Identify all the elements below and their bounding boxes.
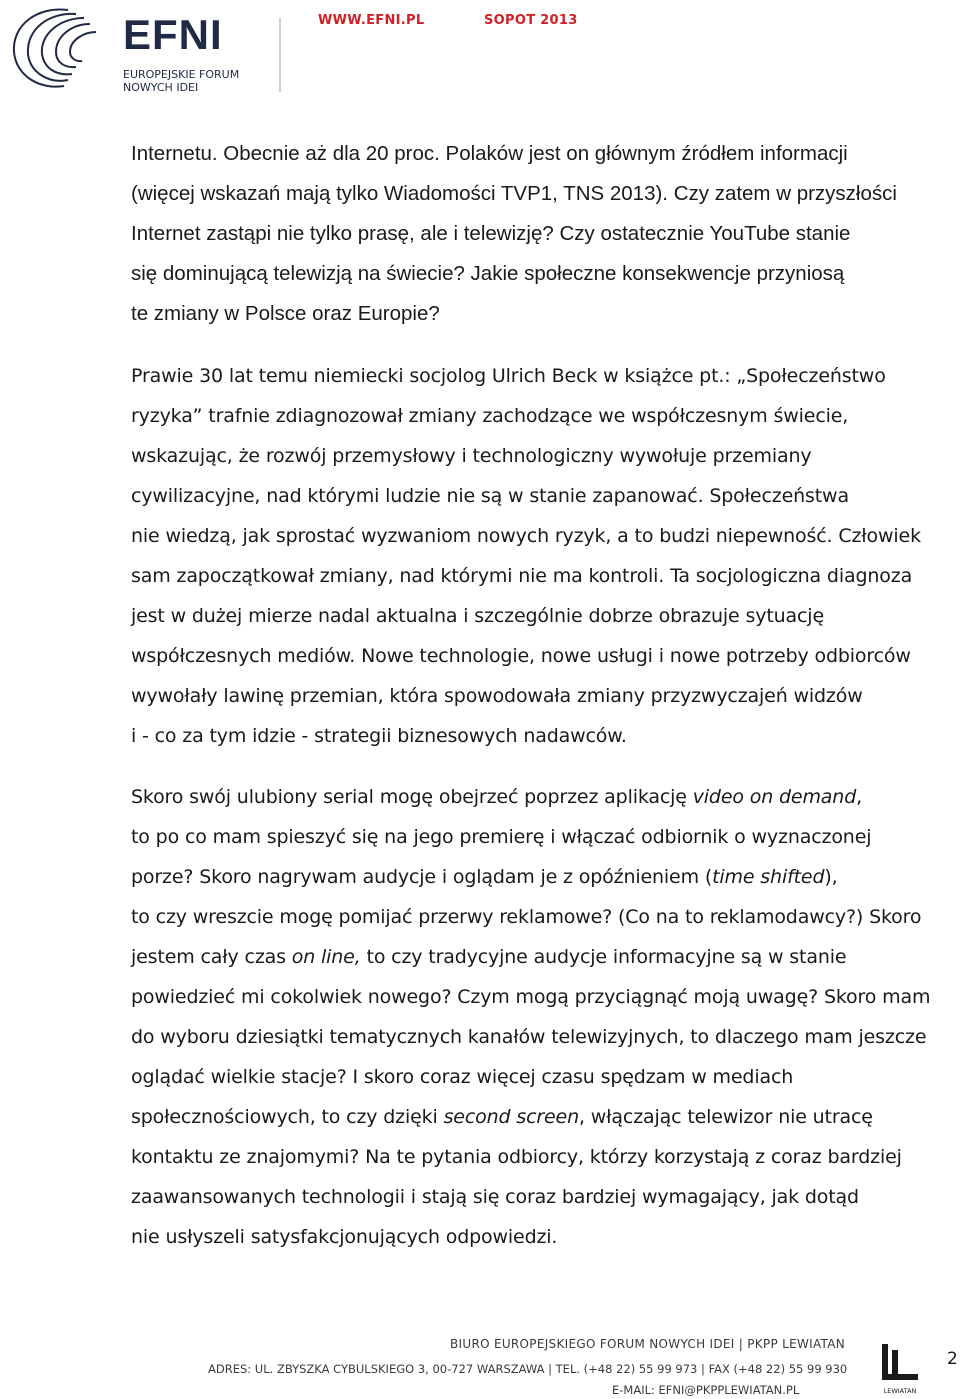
text-line: to czy wreszcie mogę pomijać przerwy reklamowe? (Co na to reklamodawcy?) Skoro <box>131 906 922 928</box>
text-run: ), <box>824 866 838 888</box>
text-line: do wyboru dziesiątki tematycznych kanałów telewizyjnych, to dlaczego mam jeszcze <box>131 1026 927 1048</box>
brand-name: EFNI <box>123 11 223 58</box>
text-line: cywilizacyjne, nad którymi ludzie nie są w stanie zapanować. Społeczeństwa <box>131 485 849 507</box>
text-line: nie wiedzą, jak sprostać wyzwaniom nowych ryzyk, a to budzi niepewność. Człowiek <box>131 525 921 547</box>
page-number: 2 <box>947 1349 958 1369</box>
text-run: , <box>856 786 862 808</box>
text-run: , włączając telewizor nie utracę <box>579 1106 873 1128</box>
lewiatan-logo-text: LEWIATAN <box>883 1387 917 1395</box>
italic-run: on line, <box>291 946 361 968</box>
paragraph-3 <box>131 777 960 1257</box>
paragraph-2 <box>131 356 960 756</box>
text-line <box>131 777 960 817</box>
header-url: WWW.EFNI.PL <box>318 13 425 28</box>
footer-email: E-MAIL: EFNI@PKPPLEWIATAN.PL <box>612 1383 800 1397</box>
text-line: wskazując, że rozwój przemysłowy i technologiczny wywołuje przemiany <box>131 445 812 467</box>
text-line: kontaktu ze znajomymi? Na te pytania odbiorcy, którzy korzystają z coraz bardziej <box>131 1146 902 1168</box>
text-line: Internet zastąpi nie tylko prasę, ale i telewizję? Czy ostatecznie YouTube stanie <box>131 222 851 245</box>
text-line: ryzyka” trafnie zdiagnozował zmiany zachodzące we współczesnym świecie, <box>131 405 849 427</box>
lewiatan-logo-icon <box>878 1340 922 1396</box>
text-line: nie usłyszeli satysfakcjonujących odpowiedzi. <box>131 1226 558 1248</box>
text-run: to czy tradycyjne audycje informacyjne są w stanie <box>360 946 847 968</box>
text-line: (więcej wskazań mają tylko Wiadomości TVP1, TNS 2013). Czy zatem w przyszłości <box>131 182 897 205</box>
brand-subtitle-line1: EUROPEJSKIE FORUM <box>123 68 240 81</box>
text-line: jest w dużej mierze nadal aktualna i szczególnie dobrze obrazuje sytuację <box>131 605 824 627</box>
text-run: społecznościowych, to czy dzięki <box>131 1106 444 1128</box>
text-line: współczesnych mediów. Nowe technologie, nowe usługi i nowe potrzeby odbiorców <box>131 645 911 667</box>
brand-subtitle-line2: NOWYCH IDEI <box>123 81 199 94</box>
text-line: oglądać wielkie stacje? I skoro coraz więcej czasu spędzam w mediach <box>131 1066 794 1088</box>
efni-logo-icon <box>6 4 110 92</box>
text-line <box>131 937 960 977</box>
text-line: to po co mam spieszyć się na jego premierę i włączać odbiornik o wyznaczonej <box>131 826 872 848</box>
brand-subtitle <box>123 68 239 94</box>
text-line <box>131 1097 960 1137</box>
header-location: SOPOT 2013 <box>484 13 578 28</box>
paragraph-1 <box>131 134 960 334</box>
text-line: Prawie 30 lat temu niemiecki socjolog Ulrich Beck w książce pt.: „Społeczeństwo <box>131 365 886 387</box>
italic-run: video on demand <box>692 786 857 808</box>
footer-address: ADRES: UL. ZBYSZKA CYBULSKIEGO 3, 00-727 WARSZAWA | TEL. (+48 22) 55 99 973 | FAX (+48 22) 55 99 930 <box>208 1362 848 1376</box>
header-divider <box>279 18 281 92</box>
text-run: jestem cały czas <box>131 946 292 968</box>
text-line: powiedzieć mi cokolwiek nowego? Czym mogą przyciągnąć moją uwagę? Skoro mam <box>131 986 931 1008</box>
text-line: się dominującą telewizją na świecie? Jakie społeczne konsekwencje przyniosą <box>131 262 845 285</box>
text-run: Skoro swój ulubiony serial mogę obejrzeć poprzez aplikację <box>131 786 693 808</box>
italic-run: second screen <box>443 1106 579 1128</box>
text-line: te zmiany w Polsce oraz Europie? <box>131 302 440 325</box>
text-line: wywołały lawinę przemian, która spowodowała zmiany przyzwyczajeń widzów <box>131 685 863 707</box>
italic-run: time shifted <box>712 866 825 888</box>
text-line: sam zapoczątkował zmiany, nad którymi nie ma kontroli. Ta socjologiczna diagnoza <box>131 565 913 587</box>
text-line <box>131 857 960 897</box>
text-line: zaawansowanych technologii i stają się coraz bardziej wymagający, jak dotąd <box>131 1186 859 1208</box>
text-line: i - co za tym idzie - strategii biznesowych nadawców. <box>131 725 627 747</box>
text-run: porze? Skoro nagrywam audycje i oglądam je z opóźnieniem ( <box>131 866 713 888</box>
footer-office: BIURO EUROPEJSKIEGO FORUM NOWYCH IDEI | PKPP LEWIATAN <box>450 1337 846 1351</box>
text-line: Internetu. Obecnie aż dla 20 proc. Polaków jest on głównym źródłem informacji <box>131 142 848 165</box>
